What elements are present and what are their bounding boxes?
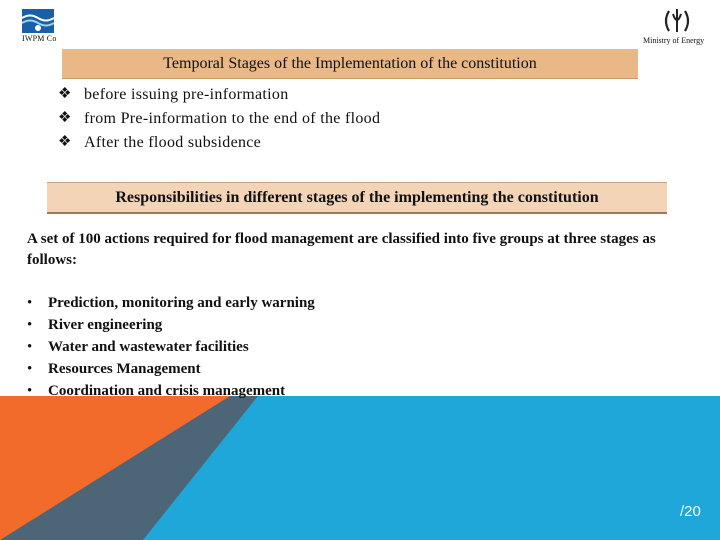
group-label: River engineering xyxy=(48,317,163,333)
bullet-dot-icon: • xyxy=(27,361,33,377)
stage-label: before issuing pre-information xyxy=(84,86,289,103)
slide-title-bar xyxy=(62,49,638,79)
list-item xyxy=(27,314,315,336)
intro-paragraph: A set of 100 actions required for flood management are classified into five groups at three stages as follows: xyxy=(27,231,656,268)
group-label: Resources Management xyxy=(48,361,201,377)
bullet-dot-icon: • xyxy=(27,295,33,311)
list-item xyxy=(27,292,315,314)
list-item xyxy=(27,358,315,380)
ministry-label: Ministry of Energy xyxy=(643,36,705,45)
list-item xyxy=(58,132,380,156)
list-item xyxy=(27,380,315,402)
section-title: Responsibilities in different stages of the implementing the constitution xyxy=(115,188,599,206)
stage-label: from Pre-information to the end of the flood xyxy=(84,110,381,127)
section-title-bar xyxy=(47,182,667,214)
group-label: Coordination and crisis management xyxy=(48,383,286,399)
list-item xyxy=(58,108,380,132)
emblem-icon xyxy=(661,6,693,36)
bullet-dot-icon: • xyxy=(27,317,33,333)
footer-background xyxy=(0,396,720,540)
diamond-bullet-icon: ❖ xyxy=(58,134,72,150)
group-label: Prediction, monitoring and early warning xyxy=(48,295,315,311)
page-number: /20 xyxy=(680,503,701,520)
company-label: IWPM Co xyxy=(22,34,57,43)
diamond-bullet-icon: ❖ xyxy=(58,86,72,102)
bullet-dot-icon: • xyxy=(27,339,33,355)
group-list xyxy=(27,292,315,402)
bullet-dot-icon: • xyxy=(27,383,33,399)
stage-label: After the flood subsidence xyxy=(84,134,262,151)
diamond-bullet-icon: ❖ xyxy=(58,110,72,126)
stage-list xyxy=(58,84,380,156)
list-item xyxy=(27,336,315,358)
wave-logo-icon xyxy=(22,9,54,33)
list-item xyxy=(58,84,380,108)
slide-title: Temporal Stages of the Implementation of the constitution xyxy=(163,54,537,72)
group-label: Water and wastewater facilities xyxy=(48,339,249,355)
